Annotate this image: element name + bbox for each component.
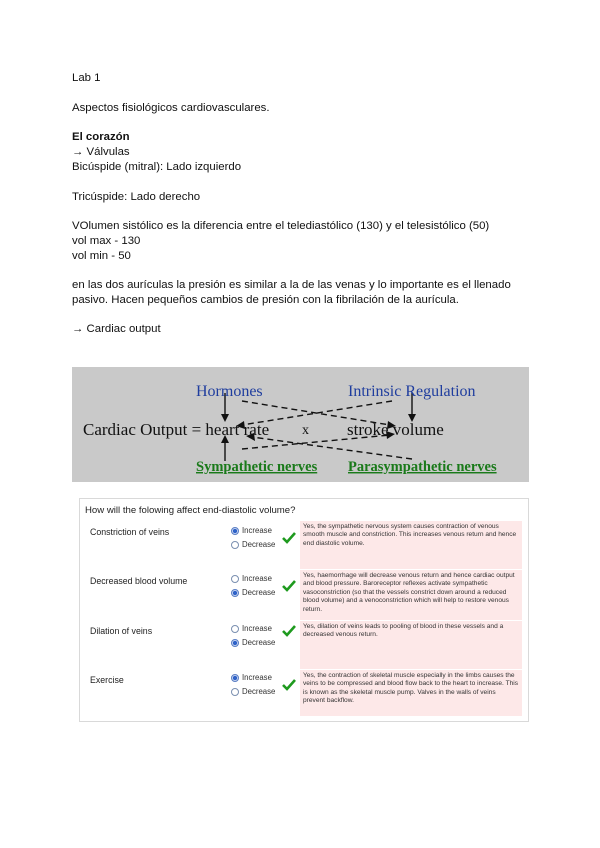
quiz-title: How will the folowing affect end-diastolic volume? [85,505,296,516]
option-decrease-label: Decrease [242,540,276,549]
radio-increase[interactable] [231,527,239,535]
question-label: Constriction of veins [90,527,170,537]
vol-min-line: vol min - 50 [72,250,131,262]
option-increase[interactable] [231,672,272,683]
question-label: Exercise [90,675,124,685]
diagram-svg [72,367,529,482]
question-label: Dilation of veins [90,626,153,636]
label-times: x [302,423,309,438]
radio-decrease[interactable] [231,688,239,696]
feedback-box: Yes, the contraction of skeletal muscle especially in the limbs causes the veins to be compressed and blood flow back to the heart to increase. This is known as the skeletal muscle pump. Valves in the walls of veins prevent backflow. [300,670,522,716]
cardiac-output-item: → Cardiac output [72,323,161,335]
option-increase[interactable] [231,573,272,584]
label-hormones: Hormones [196,383,263,400]
radio-decrease[interactable] [231,541,239,549]
option-increase-label: Increase [242,526,272,535]
label-stroke-volume: stroke volume [347,420,444,439]
option-decrease-label: Decrease [242,687,276,696]
option-increase[interactable] [231,525,272,536]
quiz-panel [79,498,529,722]
radio-increase[interactable] [231,575,239,583]
radio-decrease[interactable] [231,639,239,647]
option-decrease-label: Decrease [242,638,276,647]
option-decrease[interactable] [231,637,275,648]
question-label: Decreased blood volume [90,576,188,586]
valves-item: → Válvulas [72,146,130,158]
option-increase-label: Increase [242,574,272,583]
check-icon [282,532,296,544]
feedback-box: Yes, haemorrhage will decrease venous return and hence cardiac output and blood pressure. Baroreceptor reflexes activate sympathetic vasoconstriction (so that the vessels constrict down around a reduced blood volume) and a venoconstriction which will help to restore venous return. [300,570,522,620]
atria-line-1: en las dos aurículas la presión es similar a la de las venas y lo importante es el llenado [72,279,511,291]
option-decrease[interactable] [231,686,275,697]
radio-increase[interactable] [231,625,239,633]
cardiac-output-diagram [72,367,529,482]
radio-increase[interactable] [231,674,239,682]
feedback-box: Yes, dilation of veins leads to pooling of blood in these vessels and a decreased venous return. [300,621,522,669]
bicuspid-line: Bicúspide (mitral): Lado izquierdo [72,161,242,173]
option-decrease[interactable] [231,587,275,598]
radio-decrease[interactable] [231,589,239,597]
atria-line-2: pasivo. Hacen pequeños cambios de presión con la fibrilación de la aurícula. [72,294,459,306]
label-cardiac-output: Cardiac Output = heart rate [83,420,270,439]
option-increase-label: Increase [242,624,272,633]
option-decrease-label: Decrease [242,588,276,597]
stroke-volume-line: VOlumen sistólico es la diferencia entre el telediastólico (130) y el telesistólico (50) [72,220,490,232]
option-increase[interactable] [231,623,272,634]
option-decrease[interactable] [231,539,275,550]
feedback-box: Yes, the sympathetic nervous system causes contraction of venous smooth muscle and constriction. This increases venous return and hence end diastolic volume. [300,521,522,569]
label-sympathetic-nerves: Sympathetic nerves [196,459,318,475]
label-intrinsic-regulation: Intrinsic Regulation [348,383,476,400]
heart-heading: El corazón [72,131,130,143]
check-icon [282,625,296,637]
option-increase-label: Increase [242,673,272,682]
vol-max-line: vol max - 130 [72,235,141,247]
tricuspid-line: Tricúspide: Lado derecho [72,191,201,203]
label-parasympathetic-nerves: Parasympathetic nerves [348,459,497,475]
lab-title: Lab 1 [72,72,101,84]
check-icon [282,580,296,592]
subtitle: Aspectos fisiológicos cardiovasculares. [72,102,270,114]
check-icon [282,679,296,691]
